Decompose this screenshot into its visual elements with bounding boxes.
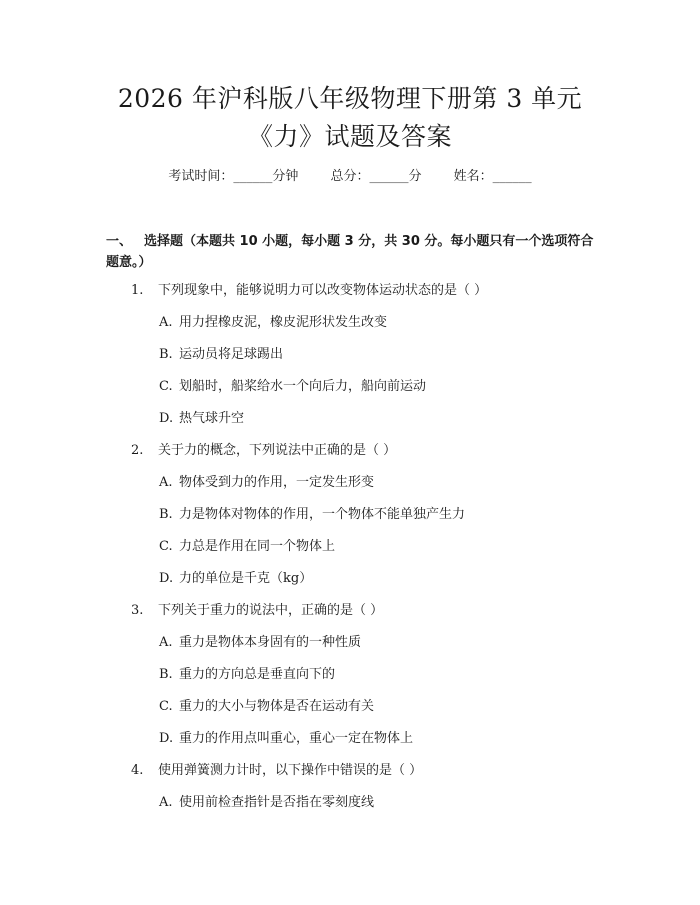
option-letter: A.	[159, 475, 173, 490]
option-letter: C.	[159, 539, 173, 554]
option-text: 重力是物体本身固有的一种性质	[179, 635, 362, 650]
option-text: 运动员将足球踢出	[179, 347, 284, 362]
option-text: 力是物体对物体的作用，一个物体不能单独产生力	[179, 507, 466, 522]
option-letter: C.	[159, 379, 173, 394]
answer-option	[159, 378, 426, 396]
answer-option	[159, 346, 283, 364]
question	[131, 442, 396, 460]
answer-option	[159, 538, 335, 556]
answer-option	[159, 666, 335, 684]
section-number: 一、	[106, 234, 133, 249]
document-title-line-1: 2026 年沪科版八年级物理下册第 3 单元	[117, 84, 583, 113]
answer-option	[159, 506, 465, 524]
section-heading	[106, 231, 596, 273]
question-number: 3.	[131, 603, 144, 618]
answer-option	[159, 570, 312, 588]
option-text: 划船时，船桨给水一个向后力，船向前运动	[179, 379, 427, 394]
answer-option	[159, 474, 374, 492]
option-letter: A.	[159, 795, 173, 810]
question	[131, 762, 422, 780]
option-text: 重力的大小与物体是否在运动有关	[179, 699, 375, 714]
option-text: 用力捏橡皮泥，橡皮泥形状发生改变	[179, 315, 388, 330]
answer-option	[159, 698, 374, 716]
option-letter: D.	[159, 731, 174, 746]
option-text: 重力的作用点叫重心，重心一定在物体上	[179, 731, 414, 746]
option-text: 力总是作用在同一个物体上	[179, 539, 336, 554]
option-letter: C.	[159, 699, 173, 714]
option-text: 力的单位是千克（kg）	[179, 571, 313, 586]
option-text: 热气球升空	[179, 411, 245, 426]
document-title-line-2: 《力》试题及答案	[247, 122, 452, 151]
question	[131, 282, 487, 300]
answer-option	[159, 730, 413, 748]
option-text: 重力的方向总是垂直向下的	[179, 667, 336, 682]
answer-option	[159, 634, 361, 652]
question-text: 下列现象中，能够说明力可以改变物体运动状态的是（ ）	[158, 283, 488, 298]
answer-option	[159, 314, 387, 332]
option-letter: A.	[159, 315, 173, 330]
question-text: 下列关于重力的说法中，正确的是（ ）	[158, 603, 384, 618]
exam-time-field: 考试时间：______分钟	[168, 169, 299, 184]
question-text: 关于力的概念，下列说法中正确的是（ ）	[158, 443, 397, 458]
option-text: 物体受到力的作用，一定发生形变	[179, 475, 375, 490]
question-text: 使用弹簧测力计时，以下操作中错误的是（ ）	[158, 763, 423, 778]
question-number: 2.	[131, 443, 144, 458]
total-score-field: 总分：______分	[330, 169, 422, 184]
option-letter: B.	[159, 507, 173, 522]
option-letter: A.	[159, 635, 173, 650]
option-letter: D.	[159, 571, 174, 586]
answer-option	[159, 410, 244, 428]
option-letter: B.	[159, 347, 173, 362]
student-name-field: 姓名：______	[453, 169, 532, 184]
exam-info	[0, 168, 700, 186]
option-letter: D.	[159, 411, 174, 426]
option-text: 使用前检查指针是否指在零刻度线	[179, 795, 375, 810]
question-number: 4.	[131, 763, 144, 778]
section-heading-text: 选择题（本题共 10 小题，每小题 3 分，共 30 分。每小题只有一个选项符合题意。）	[106, 234, 594, 270]
option-letter: B.	[159, 667, 173, 682]
question-number: 1.	[131, 283, 144, 298]
question	[131, 602, 383, 620]
answer-option	[159, 794, 374, 812]
